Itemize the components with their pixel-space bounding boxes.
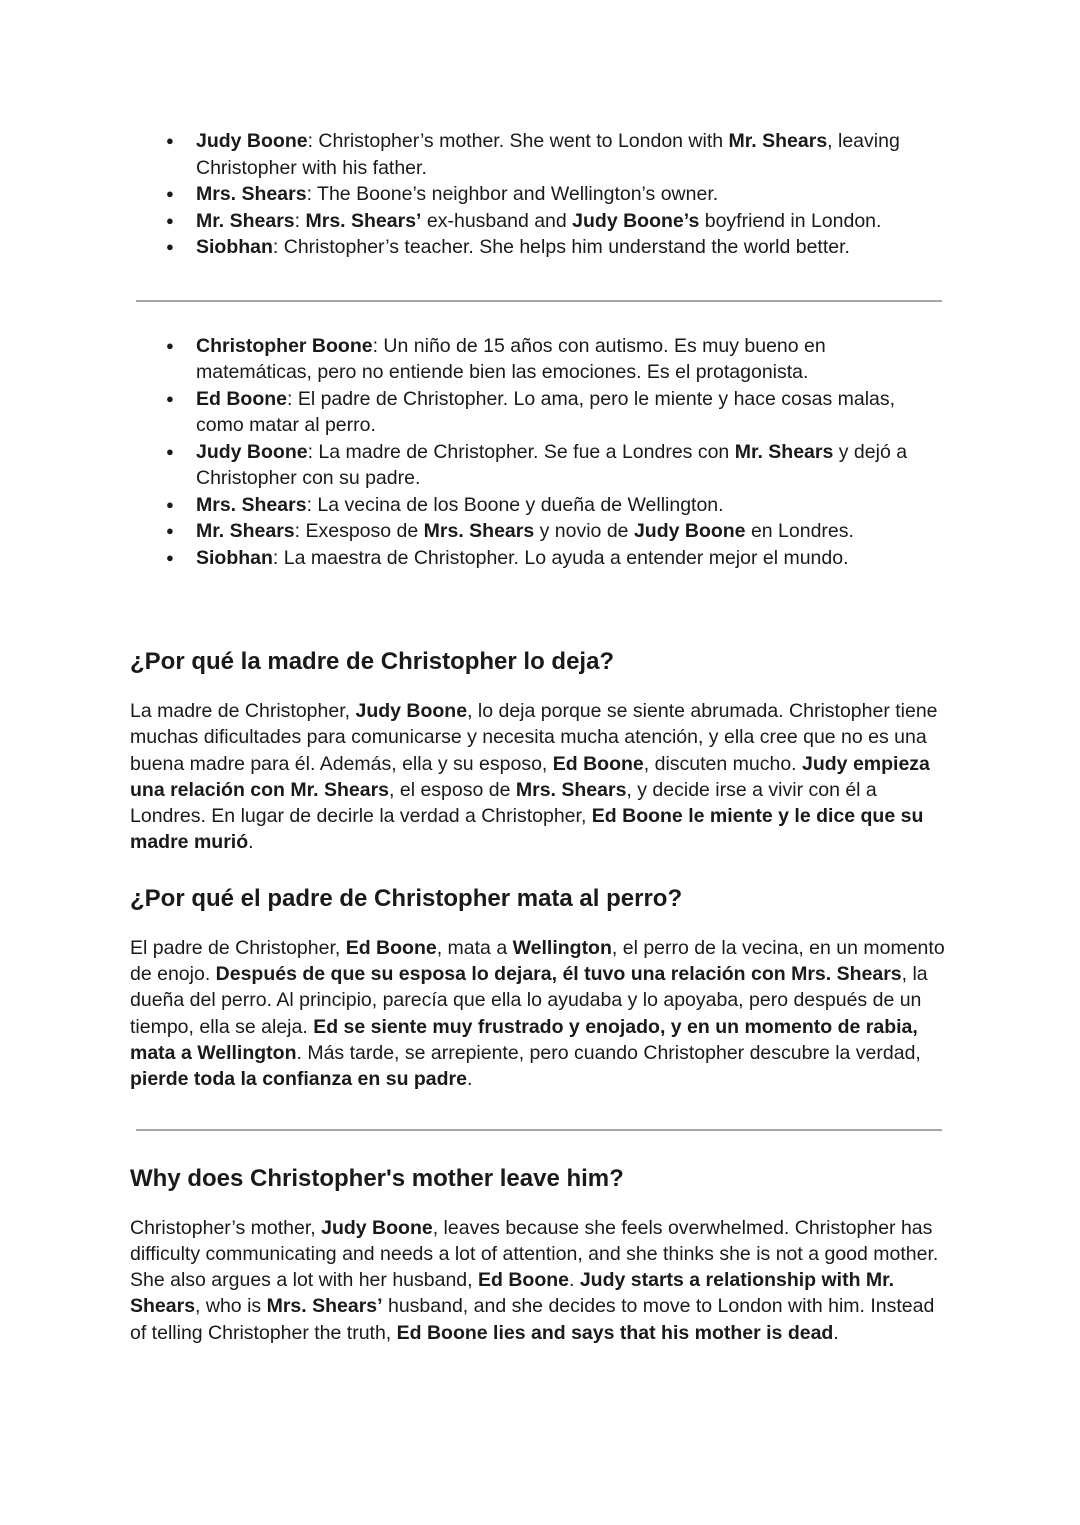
list-item [130,333,945,386]
list-item [130,208,945,235]
text-run: , leaves because she feels overwhelmed. Christopher has difficulty communicating and needs a lot of attention, and she thinks she is not a good mother. She also argues a lot with her husband, [130,1216,939,1292]
bold-text: pierde toda la confianza en su padre [130,1068,467,1091]
text-run: , discuten mucho. [643,752,803,775]
bullet-icon: ● [166,496,174,512]
bold-text: Siobhan [196,236,273,258]
bold-text: Después de que su esposa lo dejara, él tuvo una relación con Mrs. Shears [215,963,902,986]
text-run: : Exesposo de [294,520,424,542]
text-run: Christopher’s mother, [130,1216,322,1239]
bold-text: Ed Boone le miente y le dice que su madre murió [130,805,924,854]
text-run: , la dueña del perro. Al principio, parecía que ella lo ayudaba y lo apoyaba, pero después de un tiempo, ella se aleja. [130,963,928,1038]
bullet-icon: ● [166,549,174,565]
text-run: : [294,209,306,232]
text-run: : Christopher’s teacher. She helps him understand the world better. [272,236,850,258]
bold-text: Ed Boone [345,936,437,959]
text-run: , el perro de la vecina, en un momento de enojo. [130,936,945,986]
bold-text: Judy Boone [196,130,308,152]
text-run: : The Boone’s neighbor and Wellington’s owner. [306,183,719,205]
text-run: , lo deja porque se siente abrumada. Christopher tiene muchas dificultades para comunicarse y necesita mucha atención, y ella cree que no es una buena madre para él. Además, ella y su esposo, [130,700,938,775]
bullet-icon: ● [166,390,174,406]
list-item [130,518,945,545]
bold-text: Mrs. Shears’ [266,1295,383,1318]
text-run: . Más tarde, se arrepiente, pero cuando Christopher descubre la verdad, [296,1041,921,1064]
bold-text: Judy Boone’s [572,209,700,232]
english-character-list [130,128,945,261]
text-run: : Christopher’s mother. She went to London with [307,130,729,152]
text-run: , y decide irse a vivir con él a Londres. En lugar de decirle la verdad a Christopher, [130,778,877,828]
list-item [130,439,945,492]
section-body-dog-es [130,935,945,1093]
bold-text: Judy Boone [355,700,468,722]
text-run: : La vecina de los Boone y dueña de Wellington. [306,493,724,516]
bold-text: Ed se siente muy frustrado y enojado, y en un momento de rabia, mata a Wellington [130,1015,918,1064]
bold-text: Judy starts a relationship with Mr. Shears [130,1269,895,1318]
bold-text: Ed Boone [477,1269,569,1292]
list-item [130,234,945,261]
list-item [130,181,945,208]
text-run: : La madre de Christopher. Se fue a Londres con [307,440,735,463]
bullet-icon: ● [166,337,174,353]
bold-text: Mr. Shears [734,440,834,463]
bullet-icon: ● [166,212,174,228]
document-page [130,128,945,1346]
text-run: . [248,831,254,854]
bullet-icon: ● [166,523,174,538]
bold-text: Wellington [512,936,612,959]
text-run: . [467,1068,473,1091]
bold-text: Judy Boone [196,440,308,463]
bullet-icon: ● [166,186,174,201]
bold-text: Mr. Shears [728,130,828,152]
text-run: , leaving Christopher with his father. [196,130,900,179]
section-heading-mother-en: Why does Christopher's mother leave him? [130,1164,624,1192]
text-run: : Un niño de 15 años con autismo. Es muy bueno en matemáticas, pero no entiende bien las emociones. Es el protagonista. [196,334,826,383]
bold-text: Mrs. Shears [515,778,627,801]
text-run: y novio de [534,520,634,542]
text-run: : El padre de Christopher. Lo ama, pero le miente y hace cosas malas, como matar al perro. [196,387,896,436]
bold-text: Judy Boone [321,1216,433,1239]
section-heading-mother-es: ¿Por qué la madre de Christopher lo deja? [130,648,615,675]
bold-text: Mrs. Shears [196,183,307,205]
list-item [130,545,945,572]
list-item [130,386,945,439]
text-run: , mata a [436,936,513,959]
text-run: boyfriend in London. [699,209,882,232]
bold-text: Ed Boone lies and says that his mother is dead [396,1321,834,1344]
bold-text: Christopher Boone [196,334,373,357]
bold-text: Ed Boone [196,387,287,410]
section-body-mother-es [130,698,945,856]
bold-text: Mr. Shears [196,209,295,232]
bullet-icon: ● [166,133,174,148]
list-item [130,492,945,519]
bold-text: Judy empieza una relación con Mr. Shears [130,752,930,801]
section-body-mother-en [130,1215,945,1346]
bold-text: Mrs. Shears’ [305,209,422,232]
spanish-character-list [130,333,945,572]
text-run: y dejó a Christopher con su padre. [196,440,908,489]
text-run: en Londres. [745,520,854,542]
horizontal-rule [136,1129,942,1131]
bold-text: Mrs. Shears [423,520,535,542]
bold-text: Siobhan [196,546,273,569]
text-run: , who is [195,1295,267,1318]
bold-text: Mr. Shears [196,520,295,542]
bold-text: Mrs. Shears [196,493,307,516]
text-run: , el esposo de [389,778,516,801]
list-item [130,128,945,181]
text-run: ex-husband and [421,209,573,232]
bullet-icon: ● [166,443,174,459]
text-run: . [833,1321,839,1344]
section-heading-dog-es: ¿Por qué el padre de Christopher mata al perro? [130,884,683,912]
horizontal-rule [136,300,942,302]
text-run: husband, and she decides to move to London with him. Instead of telling Christopher the truth, [130,1295,935,1344]
bold-text: Ed Boone [552,752,644,775]
bold-text: Judy Boone [633,520,746,542]
text-run: El padre de Christopher, [130,936,346,959]
text-run: . [568,1269,580,1292]
text-run: La madre de Christopher, [130,700,356,722]
text-run: : La maestra de Christopher. Lo ayuda a entender mejor el mundo. [272,546,849,569]
bullet-icon: ● [166,239,174,254]
